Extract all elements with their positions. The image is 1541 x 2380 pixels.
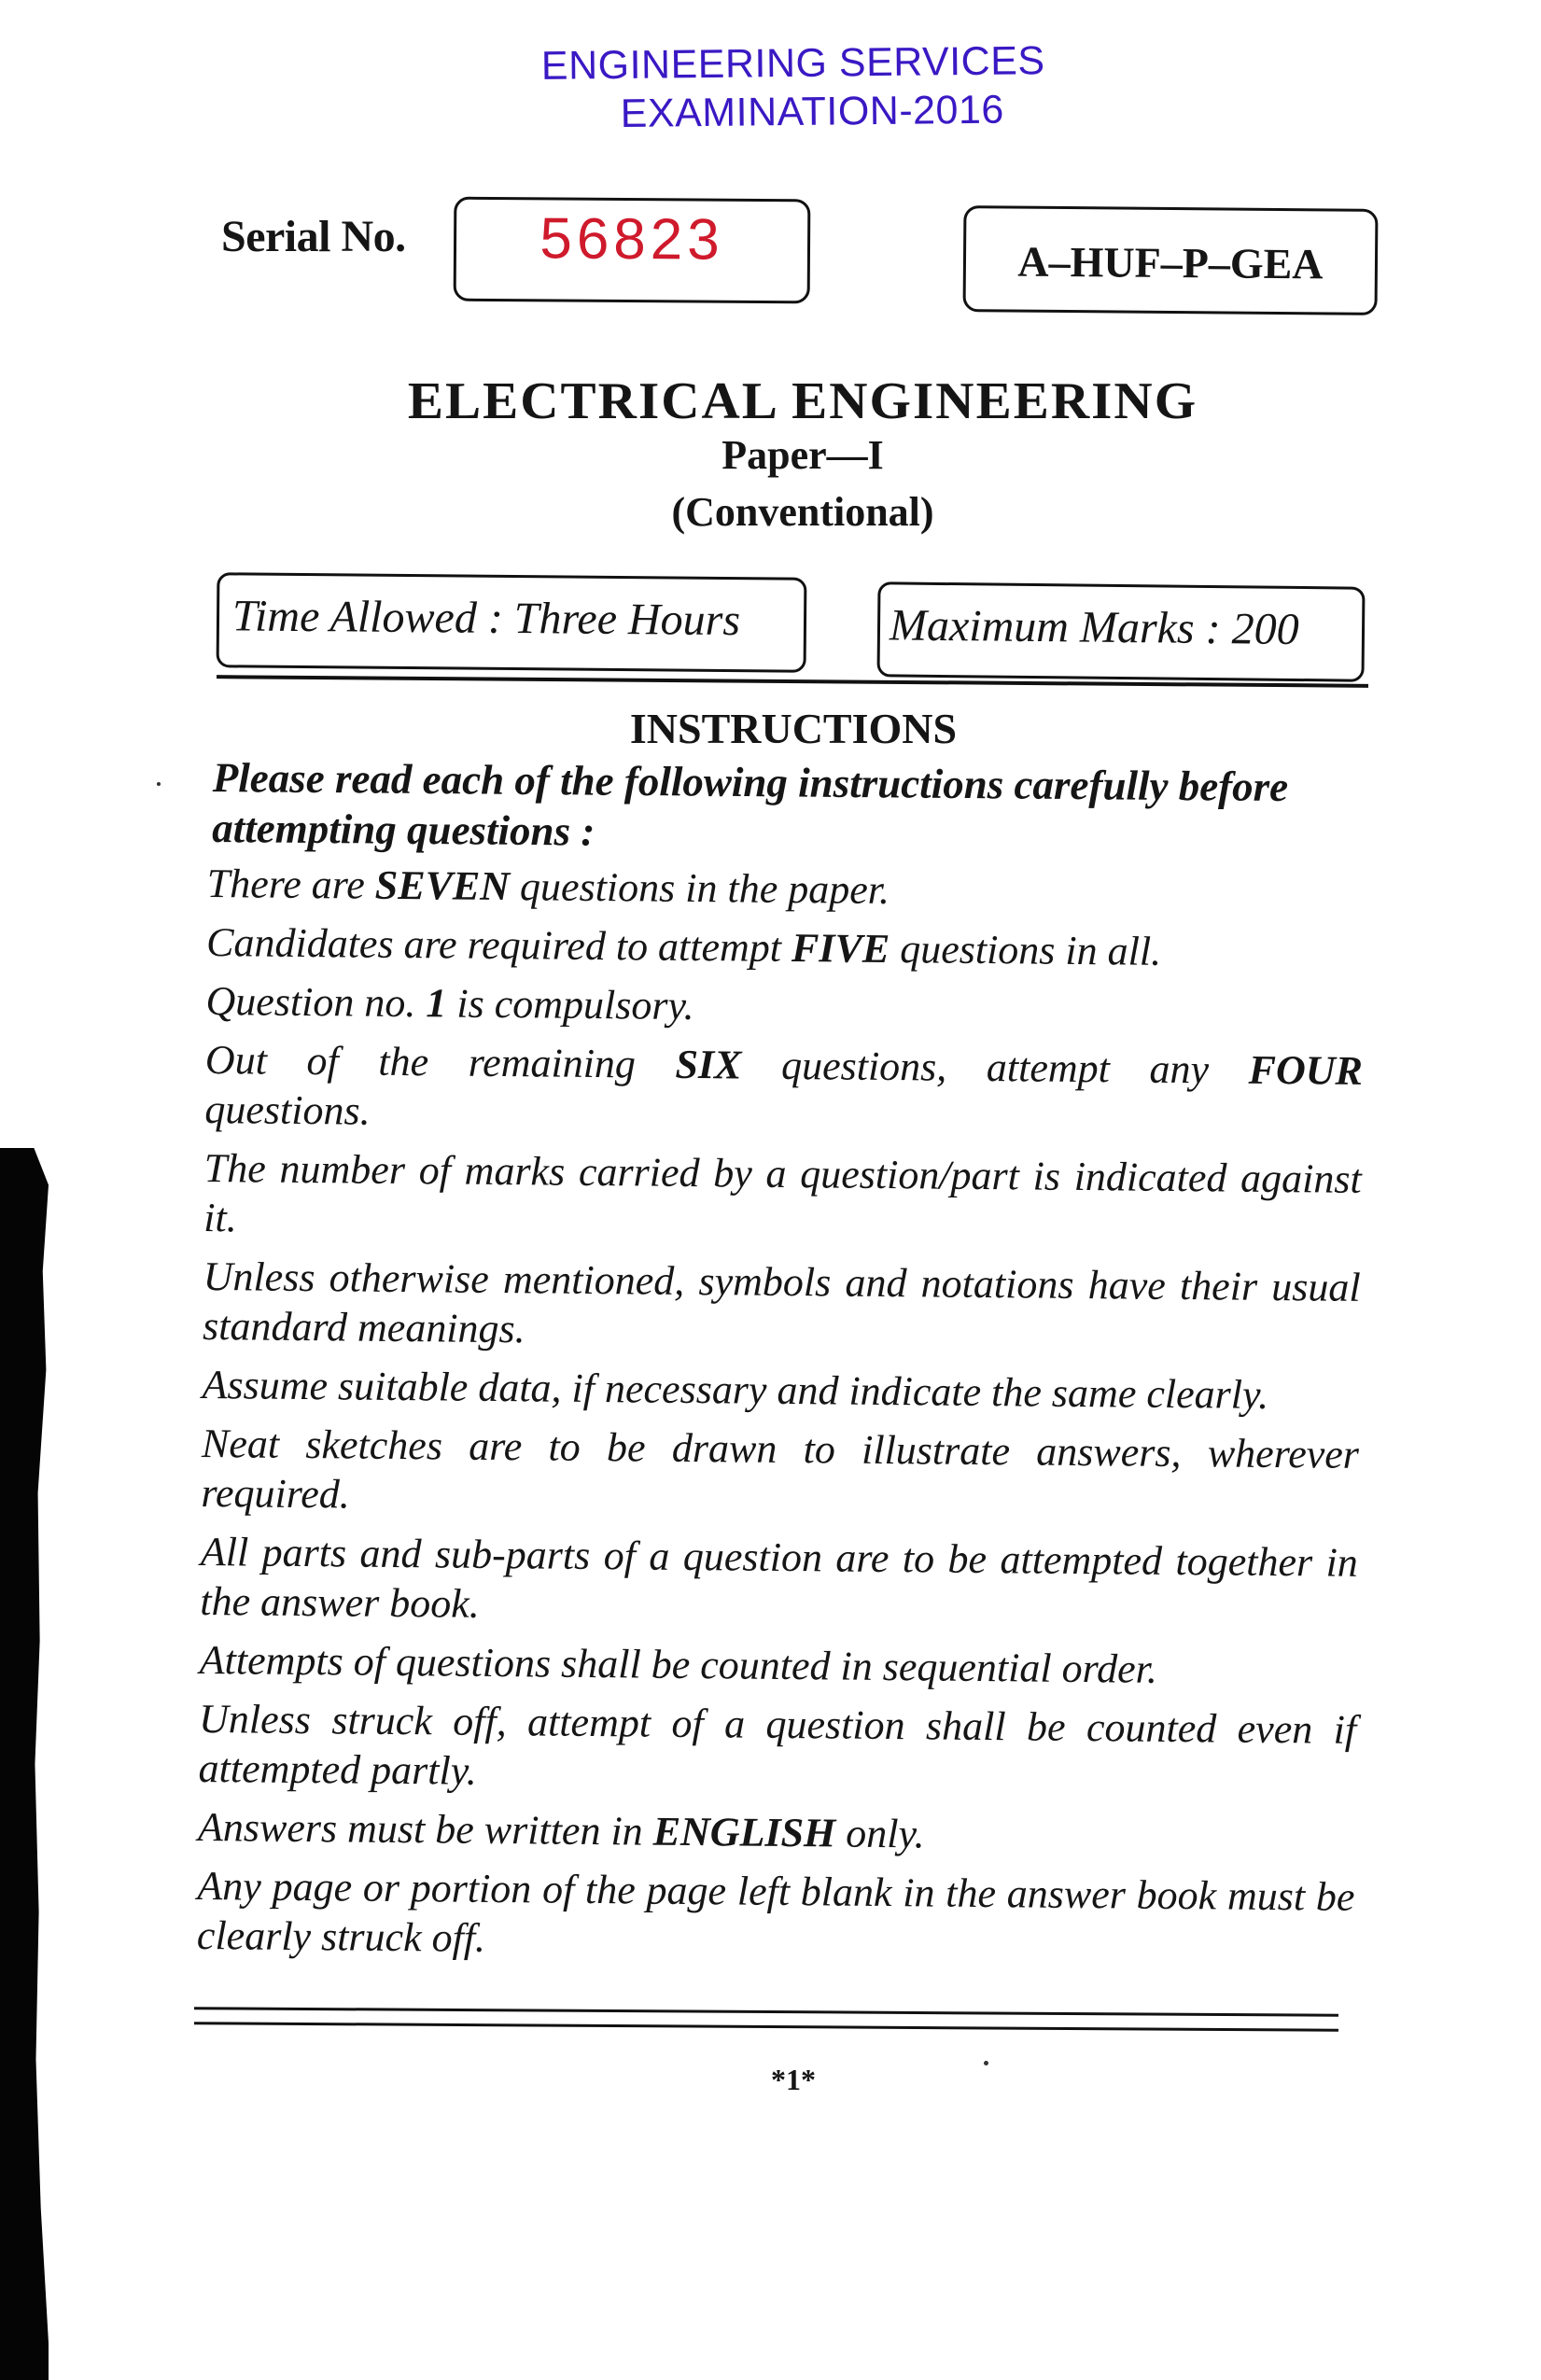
instruction-item: Unless struck off, attempt of a question shall be counted even if attempted partly. [198, 1695, 1357, 1794]
scan-edge-black-strip [0, 1148, 49, 2380]
footer-rule-bottom [194, 2022, 1338, 2031]
scan-speck [157, 782, 161, 786]
paper-code-box [963, 205, 1379, 315]
stamp-line-2: EXAMINATION-2016 [620, 87, 1005, 136]
serial-number-box [454, 197, 811, 304]
scan-speck [984, 2061, 988, 2065]
instruction-item: Any page or portion of the page left blank in the answer book must be clearly struck off. [196, 1862, 1355, 1961]
instruction-item: All parts and sub-parts of a question are to be attempted together in the answer book. [200, 1528, 1359, 1627]
instruction-item: Unless otherwise mentioned, symbols and notations have their usual standard meanings. [202, 1253, 1361, 1352]
paper-type: (Conventional) [671, 489, 934, 535]
instruction-item: Answers must be written in ENGLISH only. [197, 1803, 925, 1857]
instructions-heading: INSTRUCTIONS [629, 705, 958, 752]
instruction-item: Assume suitable data, if necessary and indicate the same clearly. [202, 1361, 1269, 1418]
paper-number: Paper—I [721, 432, 884, 478]
footer-rule-top [194, 2007, 1338, 2016]
instruction-item: There are SEVEN questions in the paper. [206, 860, 890, 914]
instruction-item: The number of marks carried by a question/part is indicated against it. [203, 1144, 1362, 1241]
stamp-line-1: ENGINEERING SERVICES [540, 38, 1045, 89]
maximum-marks-box [876, 581, 1365, 681]
instruction-item: Candidates are required to attempt FIVE questions in all. [205, 918, 1162, 974]
paper-code: A–HUF–P–GEA [1017, 237, 1324, 288]
instructions-list [197, 859, 1365, 1981]
time-allowed: Time Allowed : Three Hours [231, 591, 741, 646]
maximum-marks: Maximum Marks : 200 [889, 600, 1299, 654]
instruction-item: Attempts of questions shall be counted in sequential order. [199, 1636, 1158, 1692]
time-allowed-box [217, 572, 807, 673]
instruction-item: Question no. 1 is compulsory. [205, 977, 694, 1029]
serial-label: Serial No. [221, 212, 406, 261]
exam-stamp [503, 36, 1083, 139]
serial-number: 56823 [539, 206, 725, 273]
instructions-intro: Please read each of the following instructions carefully before attempting questions : [212, 753, 1289, 855]
page-number: *1* [771, 2063, 816, 2096]
subject-title: ELECTRICAL ENGINEERING [407, 372, 1198, 430]
instruction-item: Neat sketches are to be drawn to illustrate answers, wherever required. [201, 1420, 1360, 1518]
instruction-item: Out of the remaining SIX questions, attempt any FOUR questions. [204, 1036, 1364, 1134]
